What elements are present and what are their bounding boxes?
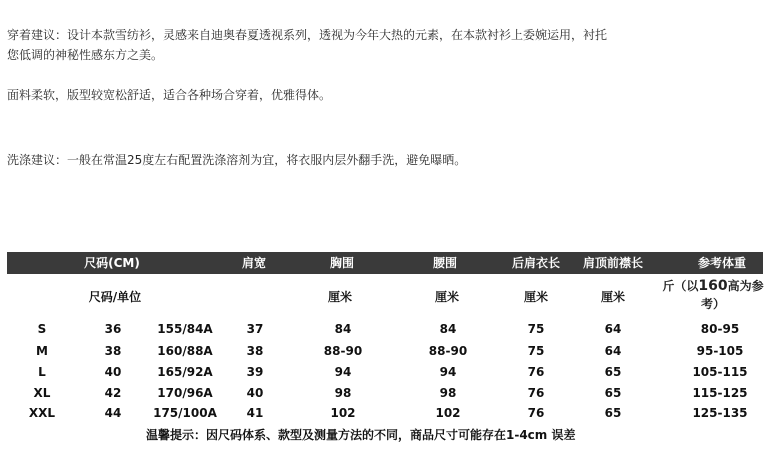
cell-spec: 175/100A (153, 406, 217, 420)
unit-chest: 厘米 (327, 290, 352, 304)
cell-shoulder: 41 (246, 406, 264, 420)
unit-waist: 厘米 (434, 290, 459, 304)
cell-num: 40 (104, 365, 122, 379)
header-size-cm: 尺码(CM) (84, 256, 140, 270)
wash-advice-paragraph: 洗涤建议：一般在常温25度左右配置洗涤溶剂为宜，将衣服内层外翻手洗，避免曝晒。 (7, 153, 467, 167)
cell-back-length: 75 (527, 322, 545, 336)
size-note: 温馨提示：因尺码体系、款型及测量方法的不同，商品尺寸可能存在1-4cm 误差 (146, 428, 576, 442)
cell-back-length: 75 (527, 344, 545, 358)
cell-shoulder: 40 (246, 386, 264, 400)
cell-chest: 98 (334, 386, 352, 400)
cell-spec: 160/88A (157, 344, 213, 358)
unit-weight-prefix: 斤（以 (662, 279, 699, 293)
header-chest: 胸围 (329, 256, 354, 270)
cell-front-length: 65 (604, 406, 622, 420)
header-back-length: 后肩衣长 (511, 256, 560, 270)
cell-weight: 80-95 (700, 322, 740, 336)
cell-shoulder: 37 (246, 322, 264, 336)
cell-num: 44 (104, 406, 122, 420)
cell-spec: 165/92A (157, 365, 213, 379)
cell-back-length: 76 (527, 386, 545, 400)
unit-weight-suffix: 高为参 (727, 279, 764, 293)
header-waist: 腰围 (432, 256, 457, 270)
cell-waist: 94 (439, 365, 457, 379)
cell-size: M (36, 344, 48, 358)
header-front-length: 肩顶前襟长 (582, 256, 643, 270)
cell-waist: 84 (439, 322, 457, 336)
cell-shoulder: 38 (246, 344, 264, 358)
cell-waist: 102 (435, 406, 461, 420)
cell-front-length: 65 (604, 386, 622, 400)
unit-size: 尺码/单位 (88, 290, 142, 304)
cell-num: 38 (104, 344, 122, 358)
cell-shoulder: 39 (246, 365, 264, 379)
cell-chest: 102 (330, 406, 356, 420)
cell-num: 42 (104, 386, 122, 400)
cell-spec: 170/96A (157, 386, 213, 400)
cell-size: S (37, 322, 47, 336)
unit-weight-end: 考） (700, 297, 725, 311)
cell-chest: 94 (334, 365, 352, 379)
unit-back-length: 厘米 (523, 290, 548, 304)
cell-weight: 95-105 (696, 344, 744, 358)
cell-chest: 88-90 (323, 344, 363, 358)
wear-advice-line-2: 您低调的神秘性感东方之美。 (7, 48, 164, 62)
cell-front-length: 64 (604, 322, 622, 336)
unit-weight (662, 277, 764, 313)
header-ref-weight: 参考体重 (697, 256, 746, 270)
header-shoulder: 肩宽 (241, 256, 266, 270)
cell-back-length: 76 (527, 406, 545, 420)
cell-size: XXL (28, 406, 56, 420)
size-table-header (7, 252, 763, 274)
cell-chest: 84 (334, 322, 352, 336)
cell-back-length: 76 (527, 365, 545, 379)
cell-front-length: 64 (604, 344, 622, 358)
cell-size: XL (33, 386, 51, 400)
wear-advice-paragraph (7, 25, 607, 65)
cell-waist: 88-90 (428, 344, 468, 358)
fabric-paragraph: 面料柔软，版型较宽松舒适，适合各种场合穿着，优雅得体。 (7, 88, 332, 102)
cell-waist: 98 (439, 386, 457, 400)
cell-num: 36 (104, 322, 122, 336)
cell-spec: 155/84A (157, 322, 213, 336)
unit-front-length: 厘米 (600, 290, 625, 304)
wear-advice-line-1: 穿着建议：设计本款雪纺衫，灵感来自迪奥春夏透视系列，透视为今年大热的元素，在本款衬衫上委婉运用，衬托 (7, 28, 608, 42)
cell-weight: 115-125 (692, 386, 748, 400)
cell-weight: 125-135 (692, 406, 748, 420)
cell-weight: 105-115 (692, 365, 748, 379)
cell-size: L (38, 365, 46, 379)
unit-weight-height: 160 (698, 278, 728, 294)
cell-front-length: 65 (604, 365, 622, 379)
